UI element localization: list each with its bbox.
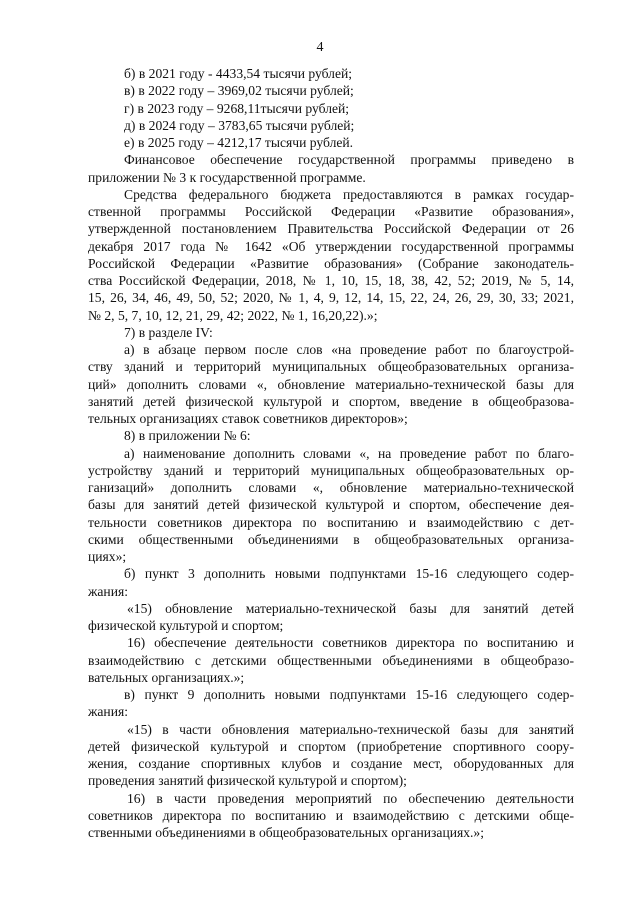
text-line: скими общественными объединениями в общеобразовательных организа-: [88, 531, 574, 547]
text-line: е) в 2025 году – 4212,17 тысячи рублей.: [124, 135, 354, 150]
text-line: б) пункт 3 дополнить новыми подпунктами 15-16 следующего содер-: [124, 566, 574, 582]
text-line: базы для занятий детей физической культурой и спортом, обеспечение дея-: [88, 497, 574, 513]
text-line: декабря 2017 года № 1642 «Об утверждении государственной программы: [88, 238, 574, 254]
text-line: жания:: [88, 583, 129, 599]
text-line: «15) обновление материально-технической базы для занятий детей: [127, 600, 574, 616]
text-line: «15) в части обновления материально-технической базы для занятий: [127, 721, 574, 737]
text-line: Финансовое обеспечение государственной программы приведено в: [124, 152, 574, 168]
text-line: тельных организациях ставок советников директоров»;: [88, 411, 408, 426]
text-line: а) в абзаце первом после слов «на проведение работ по благоустрой-: [124, 342, 574, 357]
text-line: 16) обеспечение деятельности советников директора по воспитанию и: [127, 635, 574, 651]
text-line: физической культурой и спортом;: [88, 618, 284, 633]
text-line: ства Российской Федерации, 2018, № 1, 10, 15, 18, 38, 42, 52; 2019, № 5, 14,: [88, 273, 574, 288]
text-line: советников директора по воспитанию и взаимодействию с детскими обще-: [88, 807, 574, 823]
text-line: Российской Федерации «Развитие образования» (Собрание законодатель-: [88, 255, 574, 271]
text-line: жения, создание спортивных клубов и создание мест, оборудованных для: [88, 756, 574, 771]
text-line: тельности советников директора по воспитанию и взаимодействию с дет-: [88, 514, 574, 530]
text-line: утвержденной постановлением Правительства Российской Федерации от 26: [88, 221, 574, 237]
text-line: проведения занятий физической культурой и спортом);: [88, 773, 407, 789]
text-line: ций» дополнить словами «, обновление материально-технической базы для: [88, 376, 574, 392]
text-line: 8) в приложении № 6:: [124, 428, 251, 444]
page-number: 4: [316, 40, 324, 55]
text-line: детей физической культурой и спортом (приобретение спортивного соору-: [88, 738, 574, 754]
text-line: ганизаций» дополнить словами «, обновление материально-технической: [88, 480, 574, 495]
text-line: ственными объединениями в общеобразовательных организациях.»;: [88, 825, 485, 840]
text-line: д) в 2024 году – 3783,65 тысячи рублей;: [124, 117, 355, 133]
text-line: вательных организациях.»;: [88, 669, 245, 685]
text-line: 7) в разделе IV:: [124, 324, 213, 340]
text-line: взаимодействию с детскими общественными объединениями в общеобразо-: [88, 652, 574, 668]
text-line: в) пункт 9 дополнить новыми подпунктами 15-16 следующего содер-: [124, 687, 574, 702]
text-line: 16) в части проведения мероприятий по обеспечению деятельности: [127, 790, 574, 806]
text-line: а) наименование дополнить словами «, на проведение работ по благо-: [124, 445, 574, 461]
text-line: б) в 2021 году - 4433,54 тысячи рублей;: [124, 66, 353, 81]
text-line: в) в 2022 году – 3969,02 тысячи рублей;: [124, 83, 354, 99]
text-line: устройству зданий и территорий муниципальных общеобразовательных ор-: [88, 462, 574, 478]
text-line: занятий детей физической культурой и спортом, введение в общеобразова-: [88, 393, 574, 409]
text-line: приложении № 3 к государственной программе.: [88, 169, 366, 185]
text-line: жания:: [88, 704, 129, 720]
text-line: Средства федерального бюджета предоставляются в рамках государ-: [124, 186, 574, 202]
text-line: ству зданий и территорий муниципальных общеобразовательных организа-: [88, 359, 574, 375]
text-line: г) в 2023 году – 9268,11тысячи рублей;: [124, 100, 350, 116]
text-line: № 2, 5, 7, 10, 12, 21, 29, 42; 2022, № 1, 16,20,22).»;: [88, 307, 378, 323]
text-line: циях»;: [88, 549, 127, 564]
text-line: 15, 26, 34, 46, 49, 50, 52; 2020, № 1, 4, 9, 12, 14, 15, 22, 24, 26, 29, 30, 33; 2021,: [88, 290, 574, 306]
document-body: [88, 65, 574, 841]
text-line: ственной программы Российской Федерации «Развитие образования»,: [88, 204, 574, 219]
